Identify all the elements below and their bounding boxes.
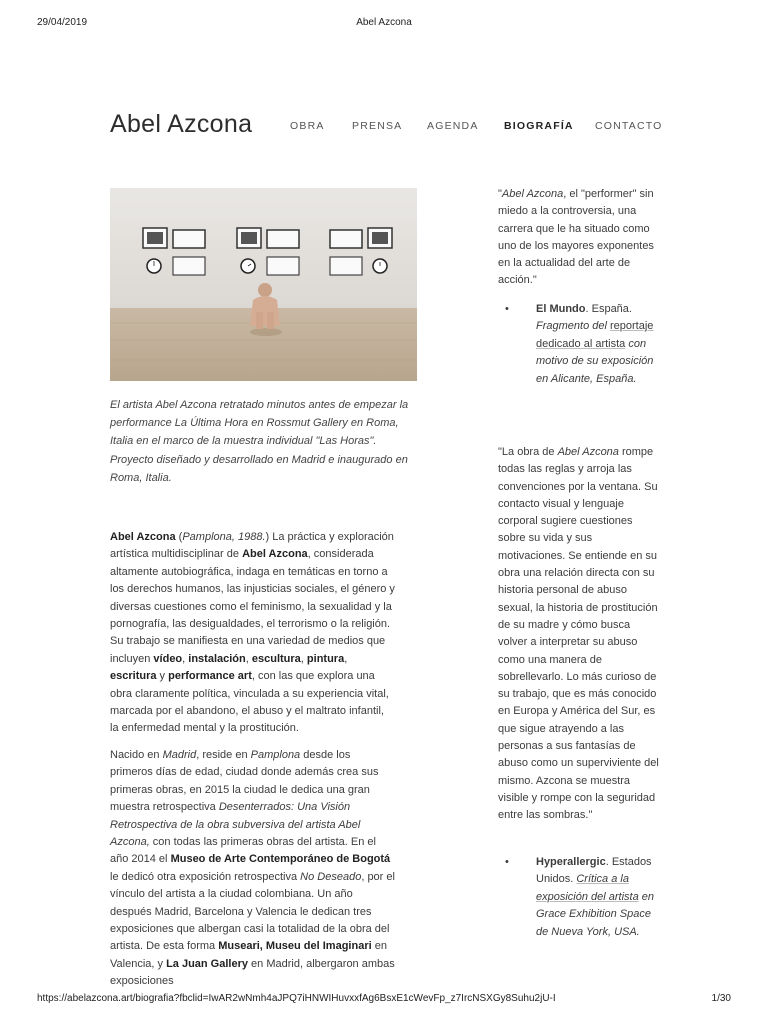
source-text: Fragmento del	[536, 320, 610, 333]
photo-caption: El artista Abel Azcona retratado minutos antes de empezar la performance La Última Hora en Rossmut Gallery en Roma, Italia en el marco de la muestra individual "Las Horas". Proyecto diseñado y desarrollado en Madrid e inaugurado en Roma, Italia.	[110, 399, 409, 484]
nav-item-obra[interactable]: OBRA	[290, 120, 325, 132]
nav-item-biografia[interactable]: BIOGRAFÍA	[504, 120, 574, 132]
artist-name: Abel Azcona	[501, 188, 564, 200]
bio-paragraph-1	[110, 529, 395, 738]
bullet-icon: •	[505, 303, 509, 315]
outlet-name: El Mundo	[536, 303, 586, 315]
source-text: en Grace Exhibition Space de Nueva York, USA.	[536, 890, 655, 938]
quote-text: , el "performer" sin miedo a la controversia, una carrera que le ha situado como uno de los mayores exponentes en la actualidad del arte de acción."	[498, 188, 654, 287]
press-source-el-mundo	[505, 301, 661, 388]
bio-text: y	[156, 670, 169, 683]
print-footer	[0, 993, 768, 1007]
bullet-icon: •	[505, 856, 509, 868]
bio-text: Nacido en	[110, 748, 163, 761]
article-link[interactable]: reportaje dedicado al artista	[536, 320, 654, 350]
medium-escultura: escultura	[251, 652, 301, 665]
artist-name: Abel Azcona	[557, 446, 619, 458]
bio-text: , por el vínculo del artista a la ciudad colombiana. Un año después Madrid, Barcelona y Valencia le dedican tres exposiciones que albergan casi la totalidad de la obra del artista. De esta forma	[110, 870, 395, 953]
gallery-photo	[110, 188, 417, 381]
print-header	[0, 17, 768, 31]
biography-text	[110, 529, 395, 1000]
print-title: Abel Azcona	[356, 17, 412, 28]
medium-performance: performance art	[168, 670, 252, 683]
print-url: https://abelazcona.art/biografia?fbclid=IwAR2wNmh4aJPQ7iHNWIHuvxxfAg6BsxE1cWevFp_z7IrcNSXGy8Suhu2jU-I	[37, 993, 556, 1004]
main-nav	[0, 120, 768, 134]
nav-item-contacto[interactable]: CONTACTO	[595, 120, 663, 132]
source-text: con motivo de su exposición en Alicante, España.	[536, 337, 654, 385]
museum-bogota: Museo de Arte Contemporáneo de Bogotá	[170, 853, 391, 866]
bio-text: ) La práctica y exploración artística multidisciplinar de	[110, 531, 394, 561]
birth-place: Pamplona, 1988.	[182, 531, 266, 543]
review-link[interactable]: Crítica a la exposición del artista	[536, 873, 639, 903]
medium-pintura: pintura	[306, 652, 345, 665]
bio-paragraph-2	[110, 747, 395, 991]
museum-museari: Museari, Museu del Imaginari	[218, 940, 372, 953]
gallery-la-juan: La Juan Gallery	[166, 957, 248, 970]
bio-text: , considerada altamente autobiográfica, indaga en temáticas en torno a los derechos humanos, las injusticias sociales, el género y diversas cuestiones como el feminismo, la sexualidad y la pornografía, las desigualdades, el terrorismo o la religión. Su trabajo se manifiesta en una variedad de medios que incluyen	[110, 548, 395, 665]
exhibition-no-deseado: No Deseado	[300, 870, 362, 883]
bio-text: , con las que explora una obra claramente política, vinculada a su experiencia vital, marcada por el abandono, el abuso y el maltrato infantil, la enfermedad mental y la prostitución.	[110, 670, 389, 735]
artist-name: Abel Azcona	[110, 531, 176, 543]
retrospective-title: Desenterrados: Una Visión Retrospectiva de la obra subversiva del artista Abel Azcona,	[110, 801, 361, 848]
print-date: 29/04/2019	[37, 17, 88, 28]
quote-text: rompe todas las reglas y arroja las convenciones por la ventana. Su contacto visual y lenguaje corporal sugiere cuestiones sobre su vida y sus motivaciones. Se entiende en su obra una relación directa con su historia personal de abuso sexual, la historia de prostitución de su madre y cómo busca volver a interpretar su abuso como una manera de sobrellevarlo. Lo más curioso de su trabajo, que es más conocido en Europa y América del Sur, es que sigue atrayendo a las personas a sus fantasías de abuso como un superviviente del mismo. Azcona se muestra visible y rompe con la seguridad entre las sombras."	[498, 446, 659, 822]
nav-item-agenda[interactable]: AGENDA	[427, 120, 479, 132]
bio-text: en Valencia, y	[110, 940, 387, 970]
bio-text: con todas las primeras obras del artista. En el año 2014 el	[110, 835, 376, 866]
print-page-number: 1/30	[711, 993, 731, 1004]
nav-item-prensa[interactable]: PRENSA	[352, 120, 403, 132]
press-quote-hyperallergic	[498, 444, 660, 825]
outlet-country: . Estados Unidos.	[536, 856, 652, 886]
press-quote-el-mundo	[498, 186, 660, 290]
medium-escritura: escritura	[110, 670, 157, 683]
bio-text: , reside en	[196, 748, 251, 761]
press-source-hyperallergic	[505, 854, 661, 941]
medium-video: vídeo	[153, 652, 183, 665]
bio-text: (	[175, 531, 183, 543]
city-pamplona: Pamplona	[250, 748, 301, 761]
bio-text: en Madrid, albergaron ambas exposiciones	[110, 957, 395, 988]
bio-text: le dedicó otra exposición retrospectiva	[110, 870, 301, 883]
bio-text: desde los primeros días de edad, ciudad donde además crea sus primeras obras, en 2015 la ciudad le dedica una gran muestra retrospectiva	[110, 748, 379, 814]
bio-text: ,	[245, 652, 252, 665]
bio-text: ,	[300, 652, 307, 665]
bio-text: ,	[344, 652, 348, 665]
artist-name: Abel Azcona	[242, 548, 308, 561]
medium-instalacion: instalación	[188, 652, 246, 665]
quote-text: "	[498, 188, 502, 200]
site-title[interactable]: Abel Azcona	[110, 110, 253, 138]
bio-text: ,	[182, 652, 189, 665]
city-madrid: Madrid	[162, 748, 197, 761]
quote-text: "La obra de	[498, 446, 558, 458]
outlet-name: Hyperallergic	[536, 856, 606, 868]
outlet-country: . España.	[585, 303, 632, 315]
